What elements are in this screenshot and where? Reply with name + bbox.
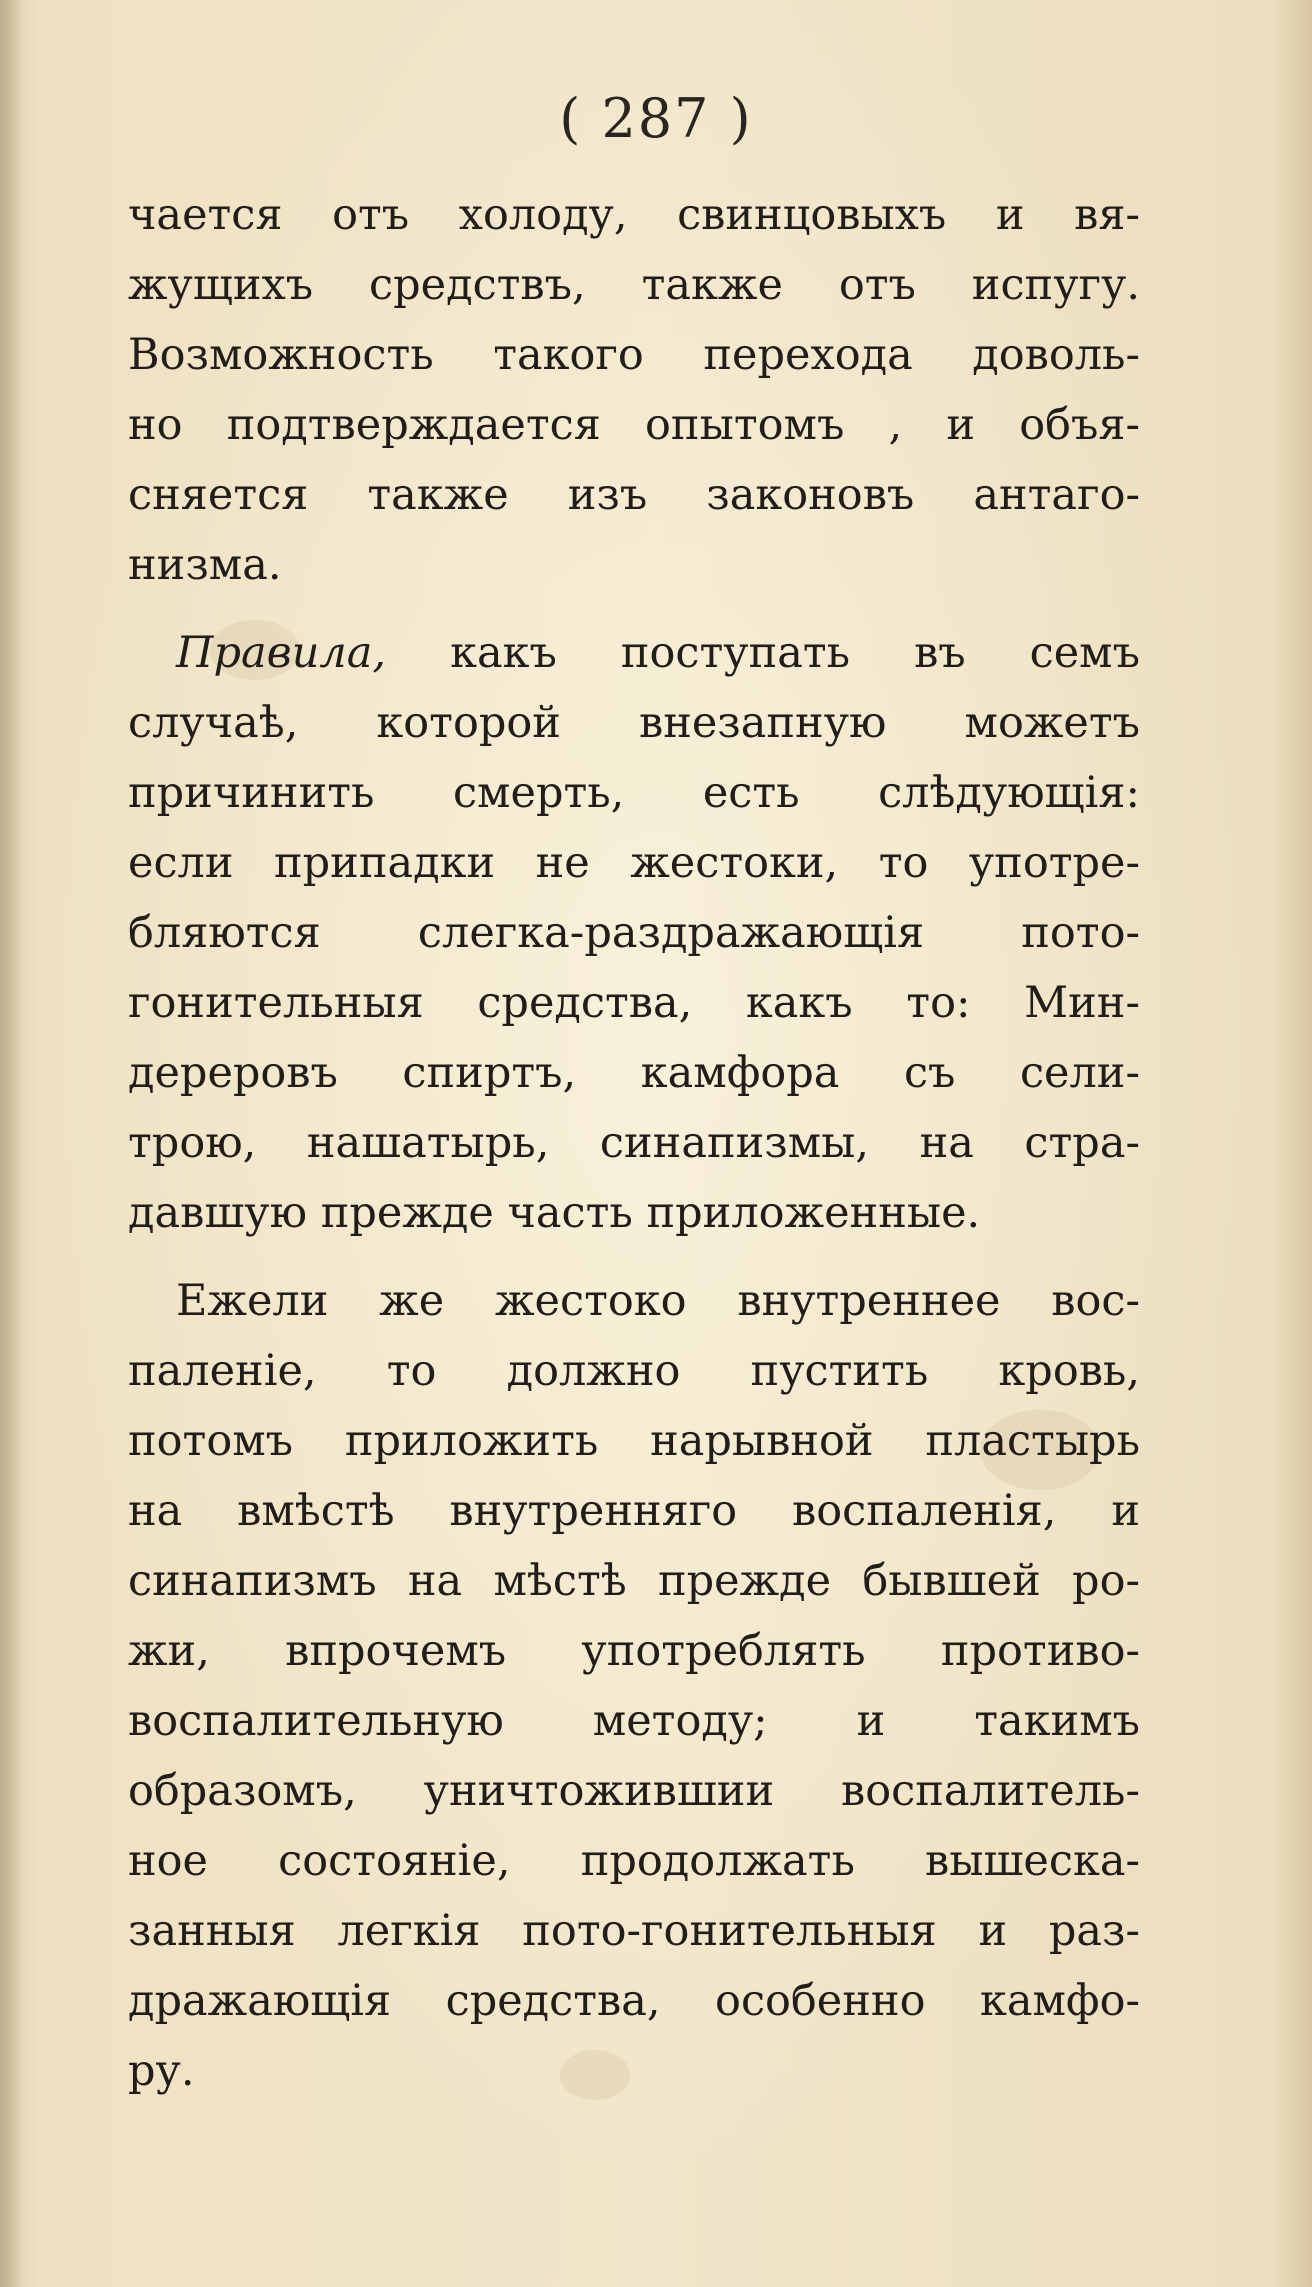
text-line: ное состояніе, продолжать вышеска-: [128, 1836, 1140, 1886]
text-run: какъ поступать въ семъ: [386, 628, 1140, 678]
text-line: низма.: [128, 540, 282, 590]
paragraph-gap: [128, 1248, 1140, 1266]
text-line: дереровъ спиртъ, камфора съ сели-: [128, 1048, 1140, 1098]
binding-shadow: [0, 0, 22, 2287]
text-line: гонительныя средства, какъ то: Мин-: [128, 978, 1140, 1028]
text-line: сняется также изъ законовъ антаго-: [128, 470, 1140, 520]
text-line: бляются слегка-раздражающія потo-: [128, 908, 1140, 958]
text-line: Возможность такого перехода доволь-: [128, 330, 1140, 380]
text-line: случаѣ, которой внезапную можетъ: [128, 698, 1140, 748]
text-line: но подтверждается опытомъ , и объя-: [128, 400, 1140, 450]
text-line: занныя легкія пото-гонительныя и раз-: [128, 1906, 1140, 1956]
text-line: дражающія средства, особенно камфо-: [128, 1976, 1140, 2026]
text-line: паленіе, то должно пустить кровь,: [128, 1346, 1140, 1396]
paragraph-first-line: Ежели же жестоко внутреннее вос-: [176, 1276, 1140, 1326]
text-line: жущихъ средствъ, также отъ испугу.: [128, 260, 1140, 310]
text-line: трою, нашатырь, синапизмы, на стра-: [128, 1118, 1140, 1168]
paragraph-first-line: [128, 618, 1140, 688]
text-line: жи, впрочемъ употреблять противо-: [128, 1626, 1140, 1676]
paragraph-gap: [128, 600, 1140, 618]
text-line: воспалительную методу; и такимъ: [128, 1696, 1140, 1746]
text-line: на вмѣстѣ внутренняго воспаленія, и: [128, 1486, 1140, 1536]
text-line: если припадки не жестоки, то употре-: [128, 838, 1140, 888]
body-text: [128, 180, 1140, 2106]
page-number: ( 287 ): [559, 87, 753, 150]
text-line: образомъ, уничтожившии воспалитель-: [128, 1766, 1140, 1816]
text-line: чается отъ холоду, свинцовыхъ и вя-: [128, 190, 1140, 240]
text-line: ру.: [128, 2046, 195, 2096]
text-line: давшую прежде часть приложенные.: [128, 1188, 981, 1238]
italic-lead-word: Правила,: [176, 628, 387, 678]
text-line: синапизмъ на мѣстѣ прежде бывшей ро-: [128, 1556, 1140, 1606]
text-line: потомъ приложить нарывной пластырь: [128, 1416, 1140, 1466]
text-line: причинить смерть, есть слѣдующія:: [128, 768, 1140, 818]
